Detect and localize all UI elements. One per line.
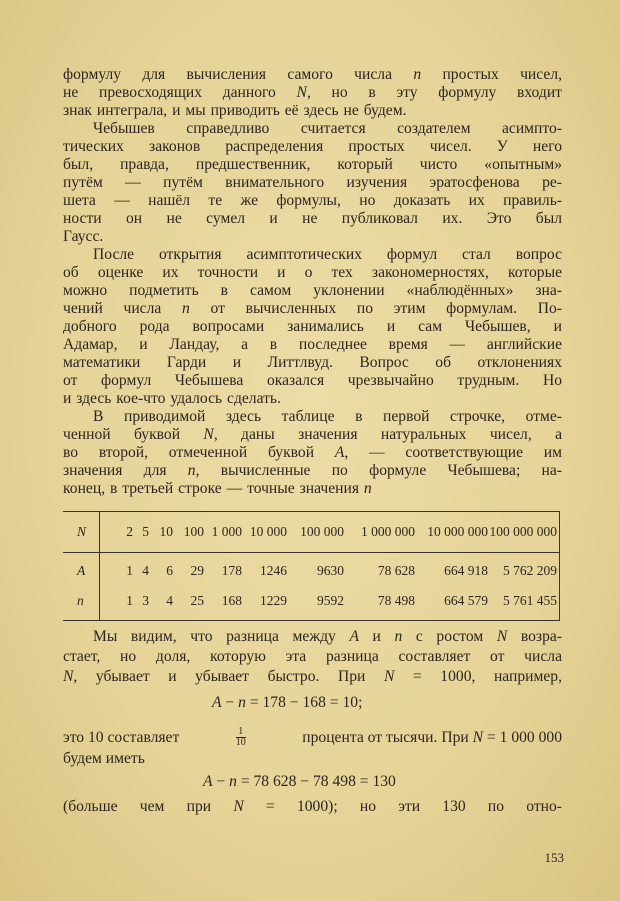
table-cell: 5 bbox=[142, 524, 149, 539]
text-line: добного рода вопросами занимались и сам Чебышев, и bbox=[63, 318, 562, 335]
text-line: Адамар, и Ландау, а в последнее время — английские bbox=[63, 336, 562, 353]
text-line: во второй, отмеченной буквой A, — соответствующие им bbox=[63, 444, 562, 461]
table-cell: 6 bbox=[166, 563, 173, 578]
table-cell: 1229 bbox=[260, 593, 287, 608]
table-cell: 1 000 bbox=[211, 524, 242, 539]
table-cell: 10 000 000 bbox=[427, 524, 488, 539]
fraction-denominator: 10 bbox=[235, 737, 246, 748]
text-line: и здесь кое-что удалось сделать. bbox=[63, 390, 281, 407]
text-line: ности он не сумел и не публиковал их. Это был bbox=[63, 210, 562, 227]
table-cell: 78 498 bbox=[377, 593, 415, 608]
following-text bbox=[63, 628, 562, 686]
text-line: Гаусс. bbox=[63, 228, 104, 245]
table-cell: 9630 bbox=[317, 563, 344, 578]
formula-2: A − n = 78 628 − 78 498 = 130 bbox=[203, 773, 396, 790]
fraction-numerator: 1 bbox=[238, 726, 244, 737]
text-line: После открытия асимптотических формул стал вопрос bbox=[93, 246, 562, 263]
table-cell: 10 000 bbox=[249, 524, 287, 539]
table-cell: 3 bbox=[142, 593, 149, 608]
body-text bbox=[63, 66, 562, 498]
text-line: N, убывает и убывает быстро. При N = 1000, например, bbox=[63, 668, 562, 685]
text-line: знак интеграла, и мы приводить её здесь не будем. bbox=[63, 102, 407, 119]
row-label: A bbox=[77, 563, 86, 578]
text-line: конец, в третьей строке — точные значения n bbox=[63, 480, 372, 497]
text-segment: процента от тысячи. При N = 1 000 000 bbox=[302, 728, 562, 746]
fraction-one-tenth bbox=[236, 727, 246, 748]
text-line: Мы видим, что разница между A и n с ростом N возра- bbox=[93, 628, 562, 645]
table-cell: 2 bbox=[126, 524, 133, 539]
formula-1: A − n = 178 − 168 = 10; bbox=[212, 694, 363, 711]
table-row bbox=[63, 522, 559, 542]
text-line: тических законов распределения простых чисел. У него bbox=[63, 138, 562, 155]
table-cell: 168 bbox=[221, 593, 242, 608]
text-segment: это 10 составляет bbox=[63, 728, 180, 746]
table-cell: 664 918 bbox=[444, 563, 488, 578]
text-line: чений числа n от вычисленных по этим формулам. По- bbox=[63, 300, 562, 317]
table-cell: 100 000 000 bbox=[489, 524, 557, 539]
text-line-fraction bbox=[63, 727, 562, 748]
table-cell: 1 000 000 bbox=[361, 524, 415, 539]
text-line: был, правда, предшественник, который чисто «опытным» bbox=[63, 156, 562, 173]
text-line: математики Гарди и Литтлвуд. Вопрос об отклонениях bbox=[63, 354, 562, 371]
table-row bbox=[63, 591, 559, 611]
table-cell: 1246 bbox=[260, 563, 287, 578]
table-cell: 178 bbox=[221, 563, 242, 578]
table-cell: 4 bbox=[166, 593, 173, 608]
text-line: формулу для вычисления самого числа n простых чисел, bbox=[63, 66, 562, 83]
table-row bbox=[63, 561, 559, 581]
page-number: 153 bbox=[544, 850, 564, 865]
text-line: будем иметь bbox=[63, 750, 145, 767]
text-line: можно подметить в самом уклонении «наблюдённых» зна- bbox=[63, 282, 562, 299]
text-line: не превосходящих данного N, но в эту формулу входит bbox=[63, 84, 562, 101]
table-cell: 100 bbox=[183, 524, 204, 539]
text-line: от формул Чебышева оказался чрезвычайно трудным. Но bbox=[63, 372, 562, 389]
table-cell: 100 000 bbox=[300, 524, 344, 539]
text-line: (больше чем при N = 1000); но эти 130 по отно- bbox=[63, 798, 562, 815]
table-divider bbox=[63, 552, 559, 553]
table-cell: 29 bbox=[190, 563, 204, 578]
table-cell: 78 628 bbox=[377, 563, 415, 578]
text-line: Чебышев справедливо считается создателем асимпто- bbox=[93, 120, 562, 137]
table-cell: 5 761 455 bbox=[503, 593, 557, 608]
row-label: N bbox=[77, 524, 87, 539]
row-label: n bbox=[77, 593, 84, 608]
table-cell: 4 bbox=[142, 563, 149, 578]
table-cell: 10 bbox=[159, 524, 173, 539]
table-cell: 25 bbox=[190, 593, 204, 608]
text-line: путём — путём внимательного изучения эратосфенова ре- bbox=[63, 174, 562, 191]
text-line: шета — нашёл те же формулы, но доказать их правиль- bbox=[63, 192, 562, 209]
table-cell: 1 bbox=[126, 593, 133, 608]
table-cell: 664 579 bbox=[444, 593, 488, 608]
table-cell: 5 762 209 bbox=[503, 563, 557, 578]
text-line: об оценке их точности и о тех закономерностях, которые bbox=[63, 264, 562, 281]
text-line: ченной буквой N, даны значения натуральных чисел, а bbox=[63, 426, 562, 443]
table-cell: 1 bbox=[126, 563, 133, 578]
primes-table bbox=[63, 511, 560, 621]
text-line: В приводимой здесь таблице в первой строчке, отме- bbox=[93, 408, 562, 425]
text-line: значения для n, вычисленные по формуле Чебышева; на- bbox=[63, 462, 562, 479]
text-line: стает, но доля, которую эта разница составляет от числа bbox=[63, 648, 562, 665]
table-cell: 9592 bbox=[317, 593, 344, 608]
